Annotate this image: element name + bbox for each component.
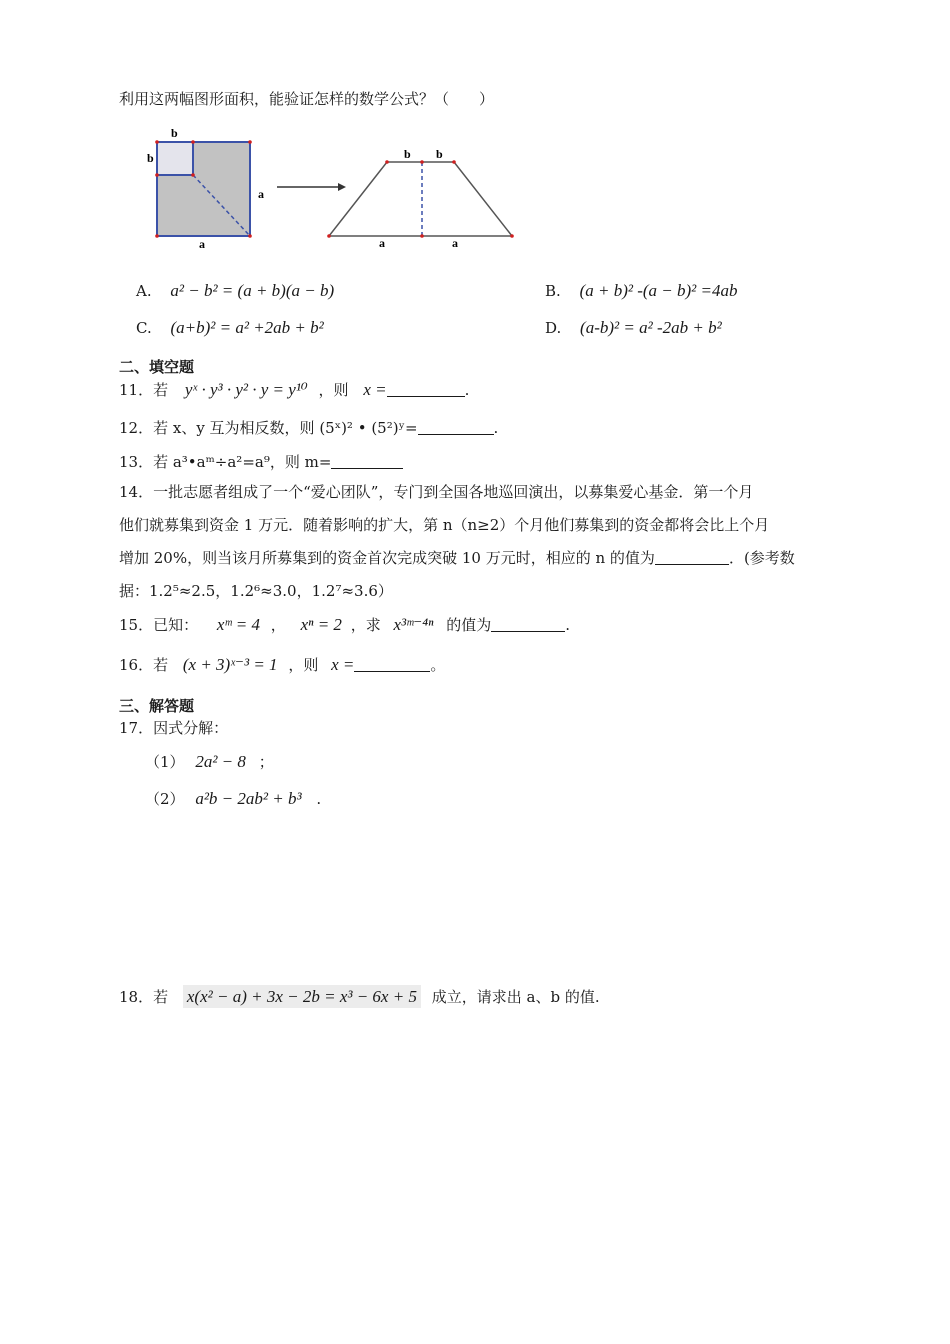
q14-line-3-tail: ．(参考数 [728,549,795,567]
option-d[interactable] [545,318,722,338]
q15-condition-2: xⁿ = 2 [300,615,342,634]
q11-answer-blank[interactable] [387,382,465,397]
trapezoid-figure [327,147,514,250]
q17-part-2-end: . [316,790,322,808]
q11-end: . [464,381,470,399]
q11-variable: x = [363,380,387,399]
question-13 [119,451,403,472]
option-c[interactable] [136,318,324,338]
q13-answer-blank[interactable] [331,454,403,469]
trapezoid-label-top-right: b [436,147,443,161]
trapezoid-label-bottom-left: a [379,236,385,250]
q16-expression: (x + 3)ˣ⁻³ = 1 [182,655,278,674]
q17-part-1-expression: 2a² − 8 [195,752,246,771]
question-17-title: 17．因式分解： [119,719,229,737]
option-b-letter: B. [545,282,561,300]
q15-condition-1: xᵐ = 4 [216,615,260,634]
q14-line-3 [119,547,795,568]
q17-part-2-number: （2） [145,790,185,808]
section-heading-fill-in: 二、填空题 [119,358,195,376]
trapezoid-label-top-left: b [404,147,411,161]
section-heading-solutions: 三、解答题 [119,697,195,715]
option-a-formula: a² − b² = (a + b)(a − b) [170,281,335,300]
q18-equation: x(x² − a) + 3x − 2b = x³ − 6x + 5 [183,985,421,1008]
question-16 [119,654,445,675]
q16-answer-blank[interactable] [354,657,430,672]
question-18 [119,986,600,1007]
q17-part-1-number: （1） [145,753,185,771]
q14-line-3-text: 增加 20%，则当该月所募集到的资金首次完成突破 10 万元时，相应的 n 的值为 [119,549,655,567]
q12-text: 12．若 x、y 互为相反数，则 (5ˣ)² • (5²)ʸ= [119,419,418,437]
q15-ask: ，求 [350,616,381,634]
q11-expression: yˣ · y³ · y² · y = y¹⁰ [184,380,308,399]
option-a-letter: A. [136,282,152,300]
option-d-formula: (a-b)² = a² -2ab + b² [580,318,722,337]
option-b-formula: (a + b)² -(a − b)² =4ab [579,281,738,300]
square-label-top: b [171,126,178,140]
q16-number: 16．若 [119,656,169,674]
square-label-bottom: a [199,237,205,250]
question-11 [119,379,469,400]
q15-answer-blank[interactable] [491,617,565,632]
question-17-part-2 [145,788,321,809]
q15-value-is: 的值为 [446,616,492,634]
q16-variable: x = [331,655,355,674]
option-b[interactable] [545,281,738,301]
q15-end: . [565,616,571,634]
q11-then: ，则 [318,381,349,399]
q13-text: 13．若 a³•aᵐ÷a²=a⁹，则 m= [119,453,332,471]
question-12 [119,417,498,438]
area-figure [140,125,530,250]
q15-number: 15．已知： [119,616,199,634]
q16-end: 。 [430,656,446,674]
q11-number: 11．若 [119,381,169,399]
q18-number: 18．若 [119,988,169,1006]
q17-part-1-end: ； [258,753,274,771]
option-d-letter: D. [545,319,562,337]
option-c-letter: C. [136,319,152,337]
trapezoid-label-bottom-right: a [452,236,458,250]
q12-answer-blank[interactable] [418,420,494,435]
q17-part-2-expression: a²b − 2ab² + b³ [195,789,302,808]
q18-tail: 成立，请求出 a、b 的值. [431,988,600,1006]
q14-answer-blank[interactable] [655,550,729,565]
option-c-formula: (a+b)² = a² +2ab + b² [170,318,324,337]
arrow-icon [277,183,346,191]
q14-line-1: 14．一批志愿者组成了一个“爱心团队”，专门到全国各地巡回演出，以募集爱心基金．第一个月 [119,483,754,501]
question-15: 15．已知： xᵐ = 4 ， xⁿ = 2 ，求 x³ᵐ⁻⁴ⁿ 的值为 . [119,615,571,634]
question-intro: 利用这两幅图形面积，能验证怎样的数学公式？（ ） [119,90,495,108]
q15-target: x³ᵐ⁻⁴ⁿ [393,615,434,634]
square-figure [147,126,264,250]
q12-end: . [493,419,499,437]
q14-line-2: 他们就募集到资金 1 万元．随着影响的扩大，第 n（n≥2）个月他们募集到的资金都将会比上个月 [119,516,770,534]
q14-line-4: 据：1.2⁵≈2.5，1.2⁶≈3.0，1.2⁷≈3.6） [119,582,393,600]
q16-then: ，则 [288,656,319,674]
option-a[interactable] [136,281,334,301]
question-17-part-1 [145,751,274,772]
square-label-right: a [258,187,264,201]
square-label-left: b [147,151,154,165]
